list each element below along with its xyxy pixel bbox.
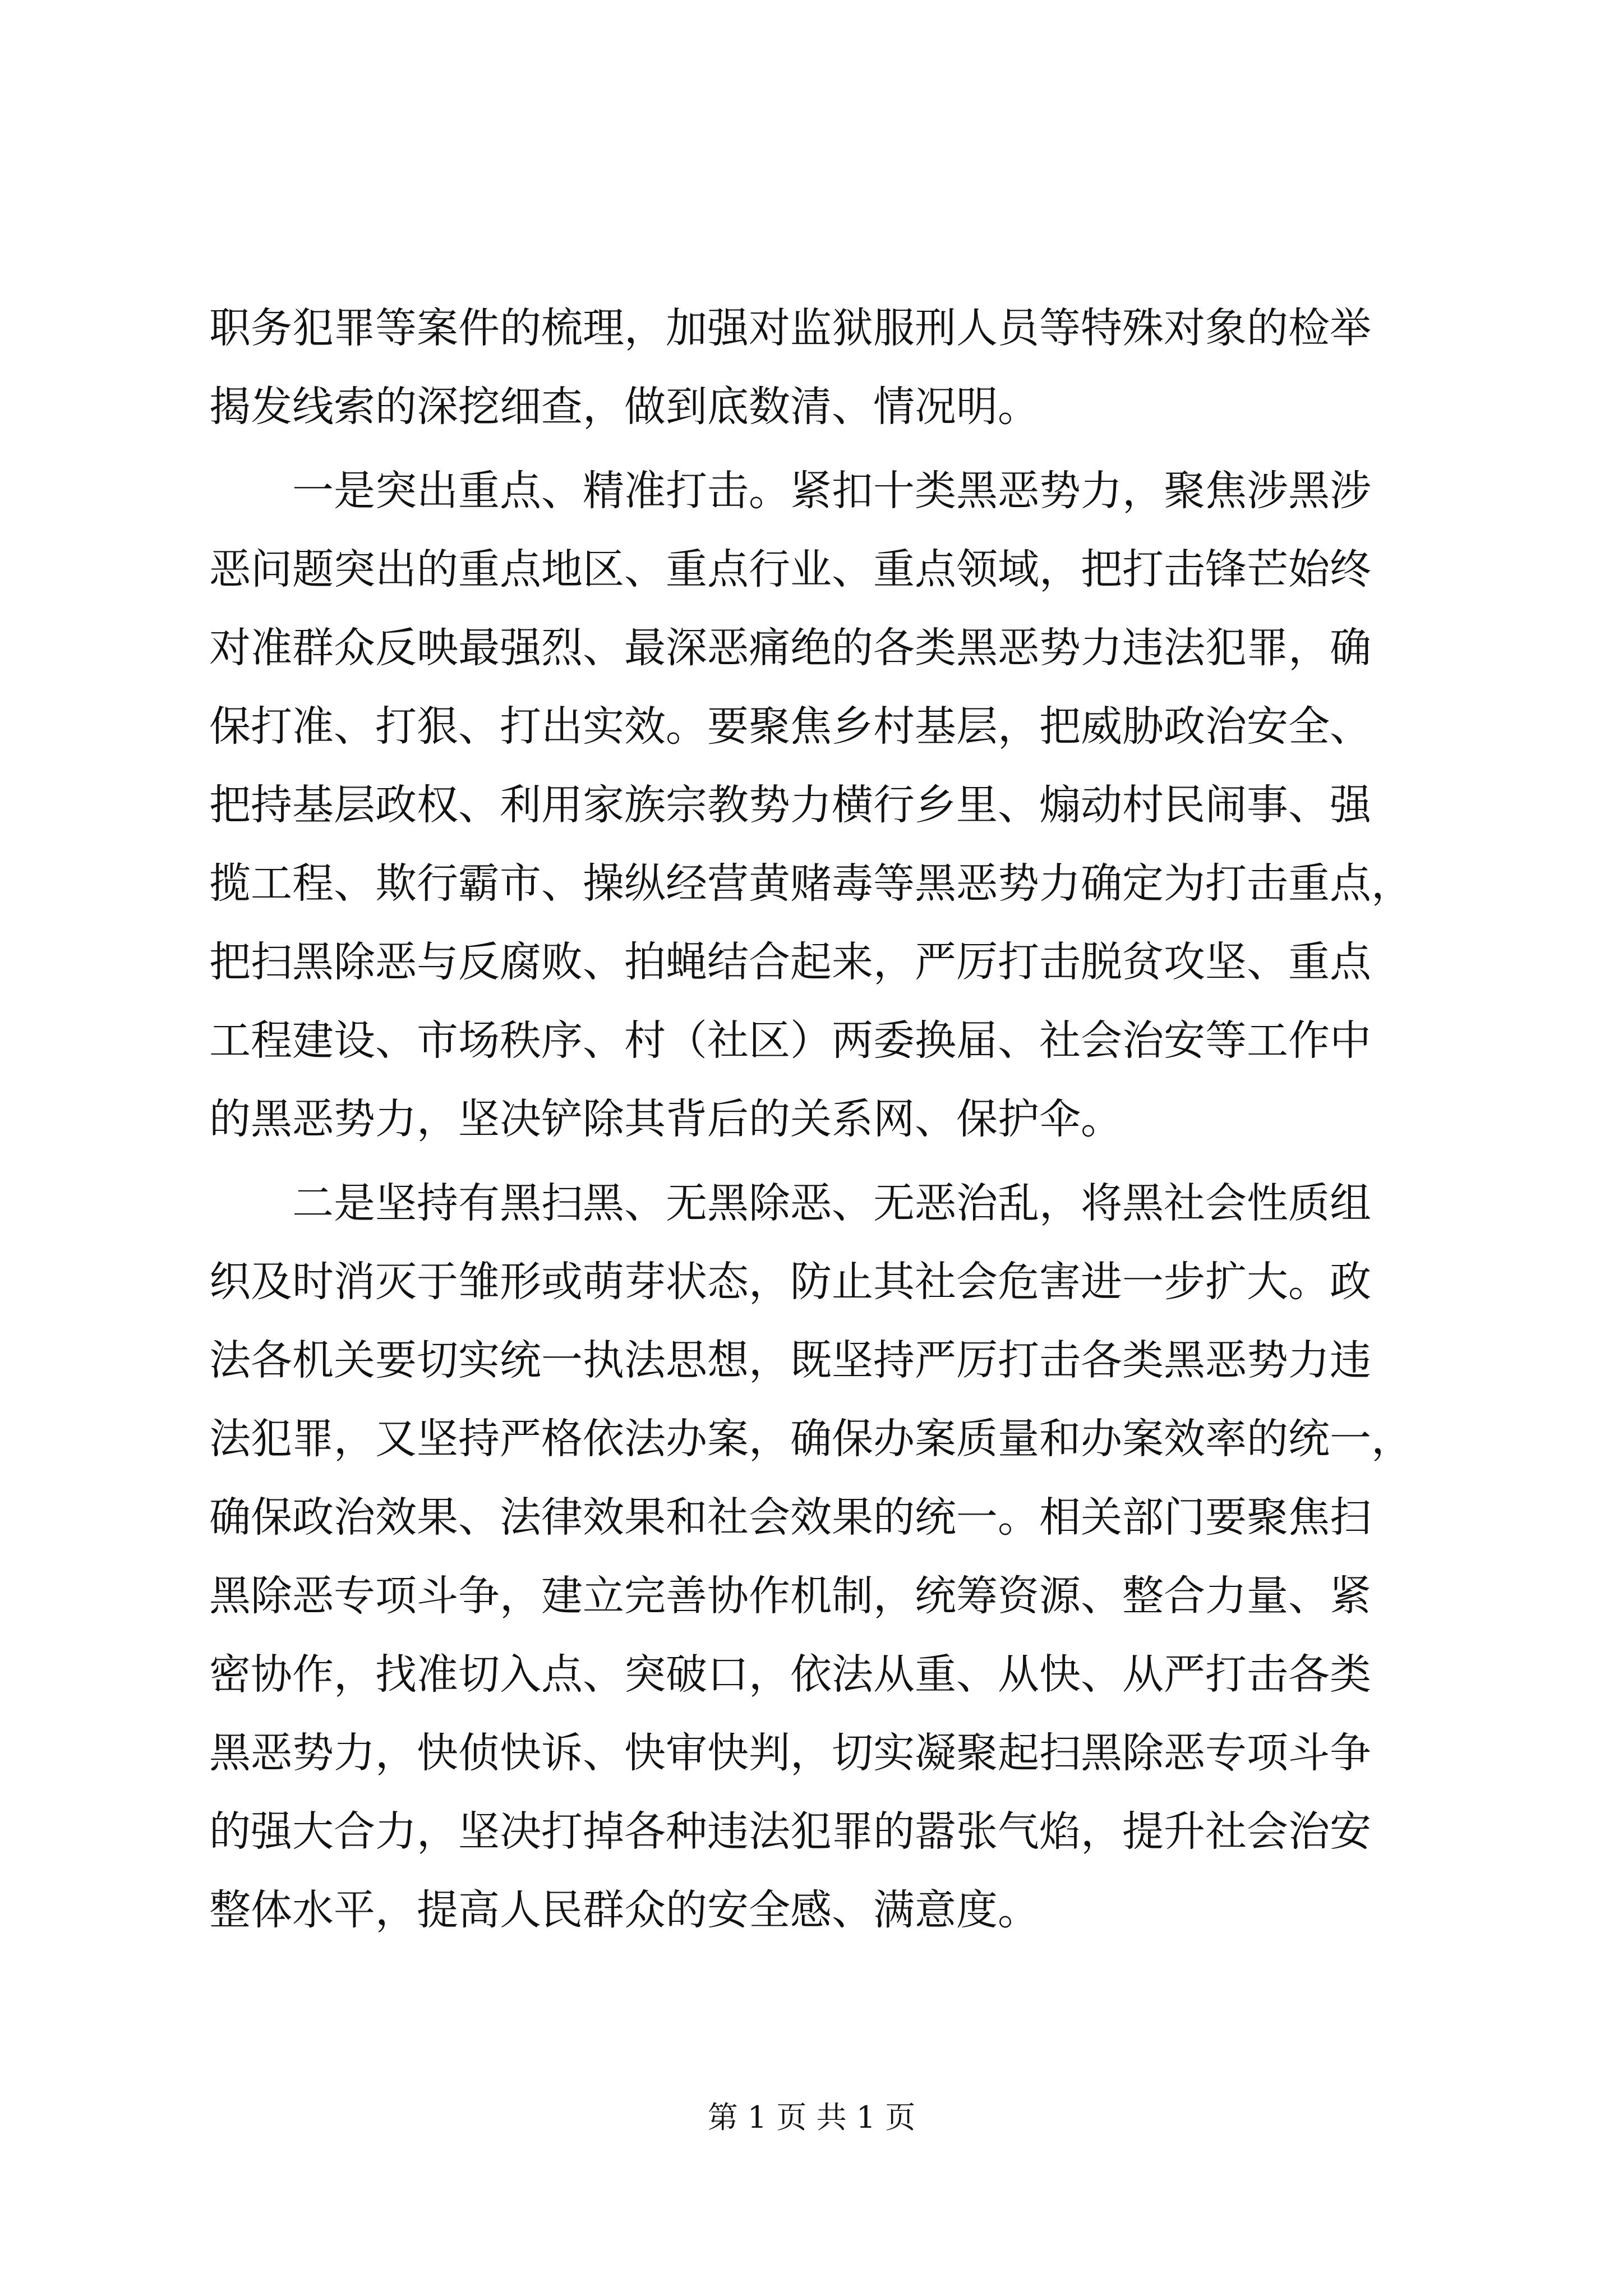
paragraph-2-first-line: 二是坚持有黑扫黑、无黑除恶、无恶治乱，将黑社会性质组 [292, 1179, 1371, 1227]
body-line: 保打准、打狠、打出实效。要聚焦乡村基层，把威胁政治安全、 [209, 702, 1371, 751]
paragraph-1-first-line: 一是突出重点、精准打击。紧扣十类黑恶势力，聚焦涉黑涉 [292, 467, 1371, 515]
body-line: 揽工程、欺行霸市、操纵经营黄赌毒等黑恶势力确定为打击重点， [209, 859, 1413, 908]
body-line: 黑除恶专项斗争，建立完善协作机制，统筹资源、整合力量、紧 [209, 1572, 1371, 1620]
body-line: 工程建设、市场秩序、村（社区）两委换届、社会治安等工作中 [209, 1016, 1371, 1065]
body-line: 的黑恶势力，坚决铲除其背后的关系网、保护伞。 [209, 1095, 1122, 1143]
page-footer: 第 1 页 共 1 页 [707, 2100, 916, 2135]
body-line: 密协作，找准切入点、突破口，依法从重、从快、从严打击各类 [209, 1650, 1371, 1699]
body-line: 恶问题突出的重点地区、重点行业、重点领域，把打击锋芒始终 [209, 545, 1371, 593]
body-line: 法各机关要切实统一执法思想，既坚持严厉打击各类黑恶势力违 [209, 1336, 1371, 1384]
body-line: 法犯罪，又坚持严格依法办案，确保办案质量和办案效率的统一， [209, 1415, 1413, 1463]
body-line: 职务犯罪等案件的梳理，加强对监狱服刑人员等特殊对象的检举 [209, 304, 1371, 352]
body-line: 的强大合力，坚决打掉各种违法犯罪的嚣张气焰，提升社会治安 [209, 1807, 1371, 1856]
body-line: 把扫黑除恶与反腐败、拍蝇结合起来，严厉打击脱贫攻坚、重点 [209, 938, 1371, 986]
body-line: 黑恶势力，快侦快诉、快审快判，切实凝聚起扫黑除恶专项斗争 [209, 1729, 1371, 1777]
body-line: 确保政治效果、法律效果和社会效果的统一。相关部门要聚焦扫 [209, 1493, 1371, 1542]
body-line: 对准群众反映最强烈、最深恶痛绝的各类黑恶势力违法犯罪，确 [209, 624, 1371, 672]
body-line: 整体水平，提高人民群众的安全感、满意度。 [209, 1886, 1039, 1934]
body-line: 把持基层政权、利用家族宗教势力横行乡里、煽动村民闹事、强 [209, 781, 1371, 829]
body-line: 织及时消灭于雏形或萌芽状态，防止其社会危害进一步扩大。政 [209, 1258, 1371, 1306]
body-line: 揭发线索的深挖细查，做到底数清、情况明。 [209, 383, 1039, 431]
